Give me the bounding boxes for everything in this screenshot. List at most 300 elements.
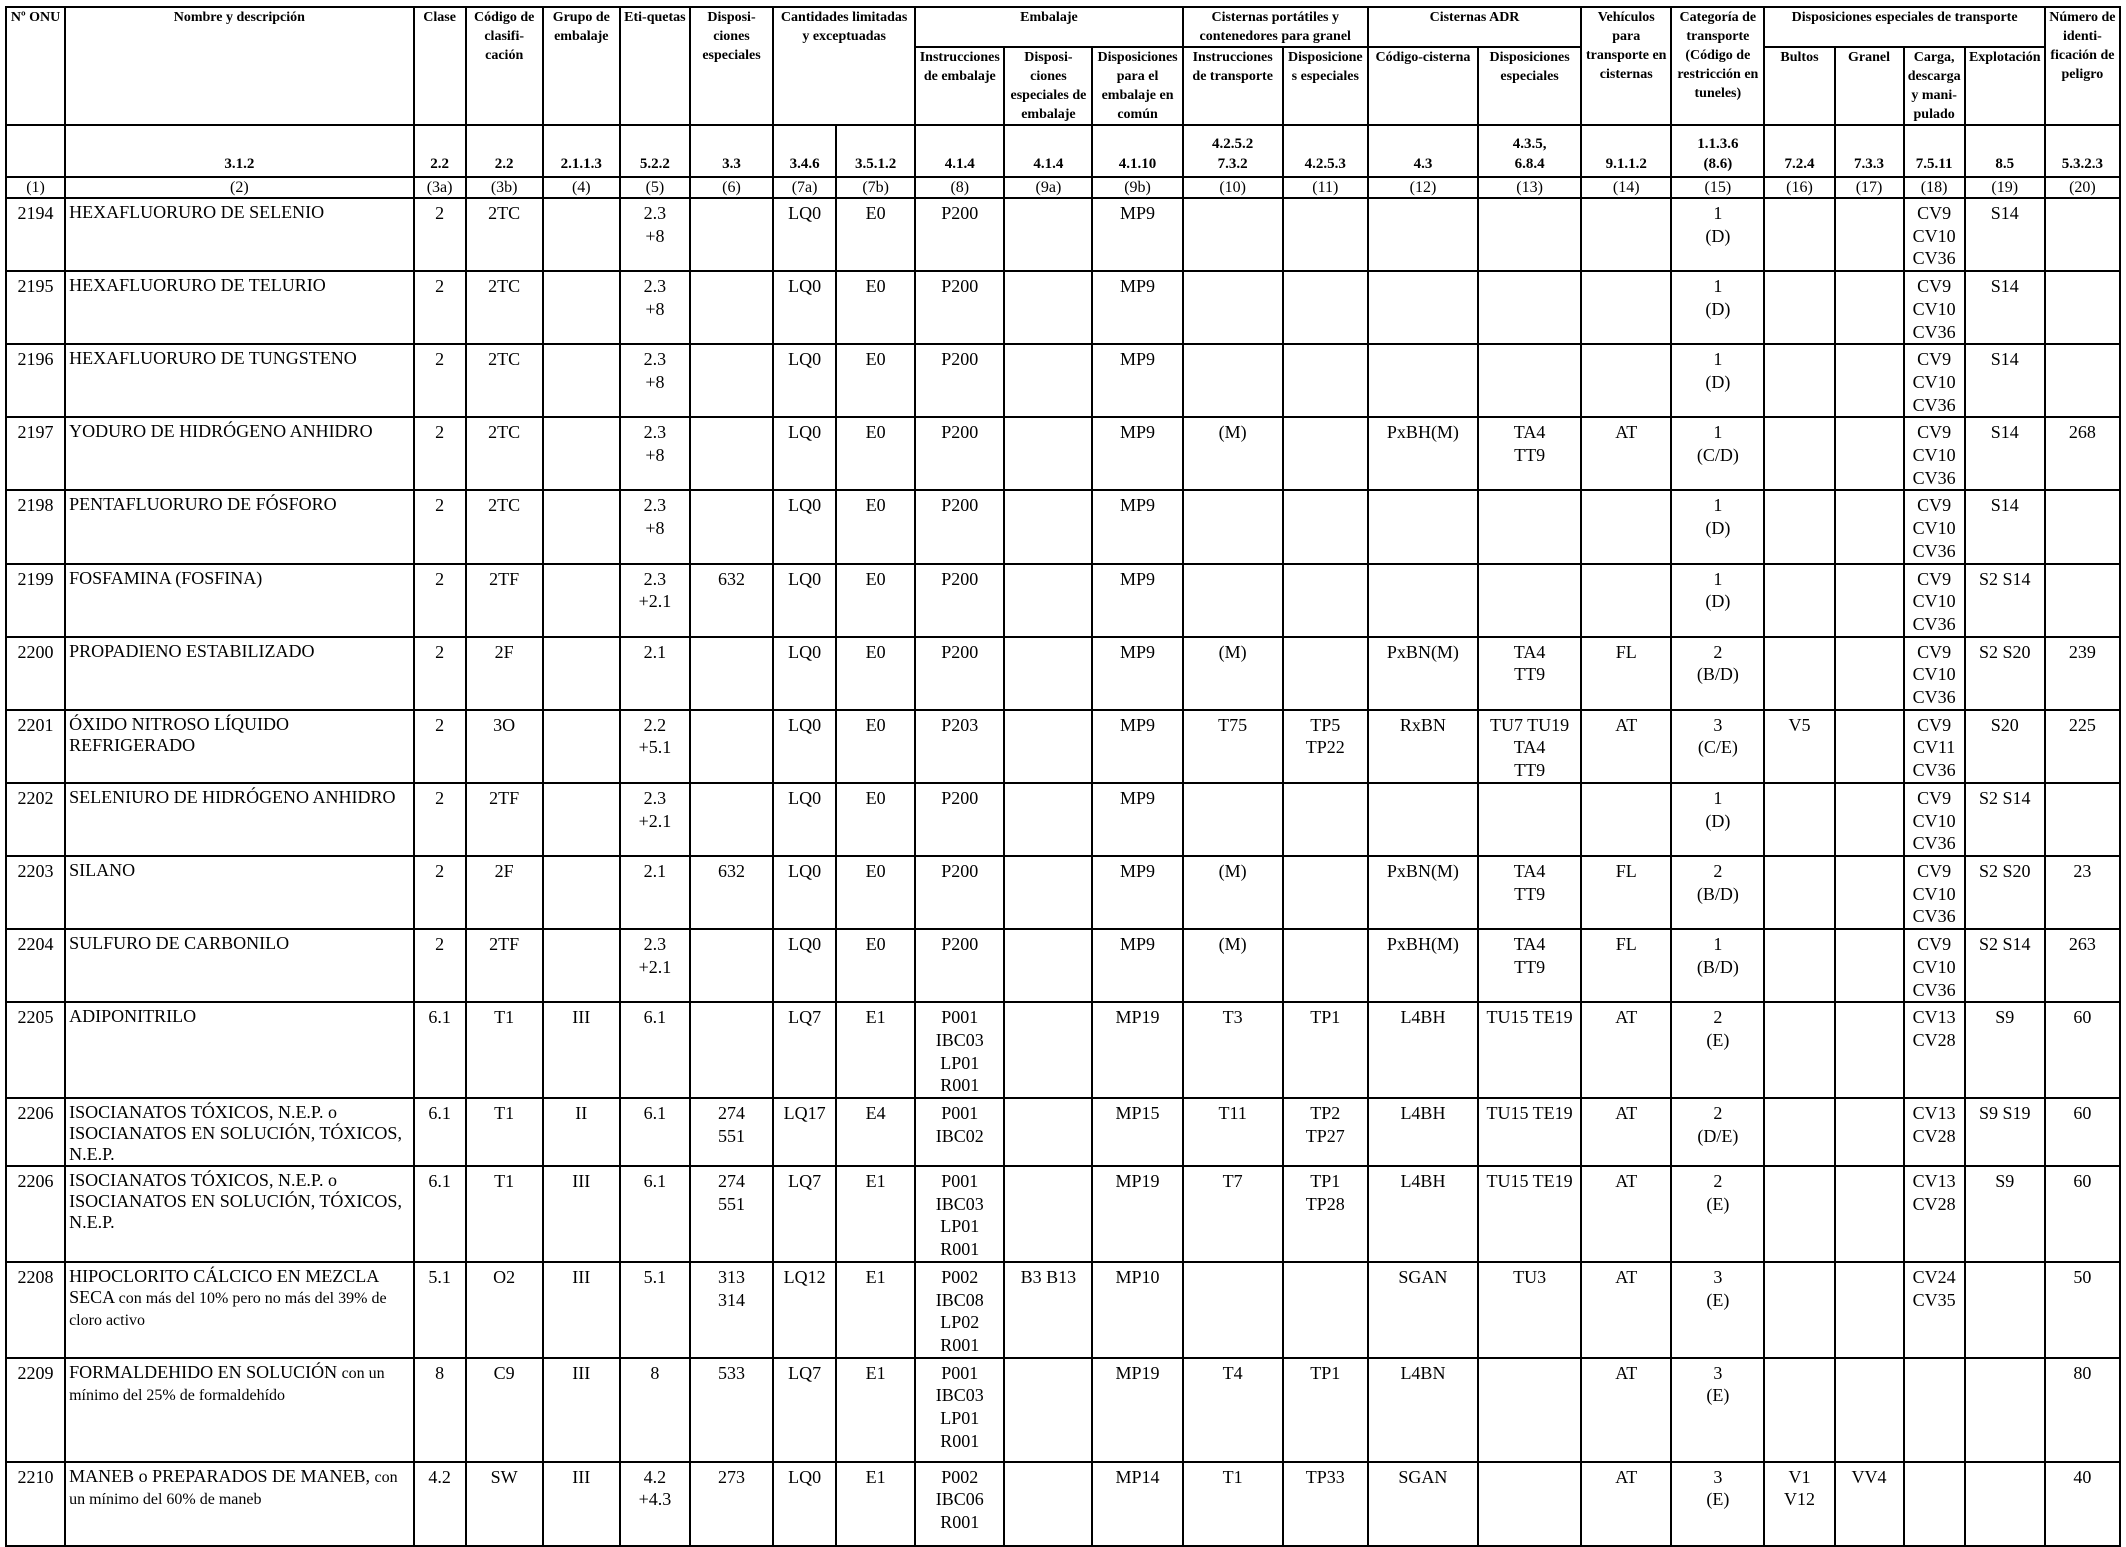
cell-line: (E) (1706, 1385, 1730, 1406)
packing-group-cell (543, 417, 620, 490)
bulk-cell (1835, 929, 1904, 1002)
cell-line: 2 (1713, 860, 1723, 881)
cell-line: V5 (1788, 714, 1811, 735)
classification-code-cell: 2TC (466, 198, 543, 271)
packing-special-cell (1004, 856, 1092, 929)
excepted-quantity-cell: E4 (836, 1098, 915, 1166)
tank-vehicle-cell (1581, 344, 1671, 417)
portable-special-cell (1283, 1462, 1368, 1546)
cell-line: TP1 (1310, 1171, 1341, 1192)
class-cell: 2 (414, 856, 466, 929)
header-tank-special: Disposiciones especiales (1478, 47, 1581, 125)
cell-line: (E) (1706, 1289, 1730, 1310)
substance-name-cell (65, 637, 413, 710)
packing-special-cell (1004, 1462, 1092, 1546)
special-provisions-cell (690, 1262, 773, 1358)
labels-cell (620, 1002, 690, 1098)
transport-category-cell (1671, 564, 1764, 637)
transport-category-cell (1671, 1166, 1764, 1262)
loading-handling-cell (1904, 344, 1965, 417)
classification-code-cell: C9 (466, 1358, 543, 1462)
mixed-packing-cell: MP9 (1092, 417, 1182, 490)
packing-group-cell: III (543, 1462, 620, 1546)
portable-instructions-cell (1183, 564, 1283, 637)
mixed-packing-cell: MP9 (1092, 783, 1182, 856)
portable-instructions-cell: T1 (1183, 1462, 1283, 1546)
packages-cell (1764, 198, 1834, 271)
substance-description: con un mínimo del 25% de formaldehído (69, 1364, 385, 1404)
packing-special-cell (1004, 783, 1092, 856)
limited-quantity-cell: LQ0 (773, 490, 836, 563)
portable-instructions-cell (1183, 490, 1283, 563)
packing-special-cell (1004, 929, 1092, 1002)
cell-line: CV13 (1912, 1007, 1956, 1028)
transport-category-cell (1671, 271, 1764, 344)
column-number: (2) (65, 177, 413, 198)
excepted-quantity-cell: E0 (836, 198, 915, 271)
operation-cell: S14 (1965, 271, 2045, 344)
excepted-quantity-cell: E1 (836, 1002, 915, 1098)
special-provisions-cell (690, 344, 773, 417)
packing-special-cell (1004, 710, 1092, 783)
cell-line: P200 (941, 422, 979, 443)
cell-line: CV10 (1912, 298, 1956, 319)
limited-quantity-cell: LQ12 (773, 1262, 836, 1358)
labels-cell (620, 1462, 690, 1546)
tank-code-cell (1368, 344, 1478, 417)
column-reference: 2.2 (466, 125, 543, 177)
limited-quantity-cell: LQ0 (773, 344, 836, 417)
portable-instructions-cell (1183, 271, 1283, 344)
packages-cell (1764, 344, 1834, 417)
cell-line: CV9 (1917, 349, 1952, 370)
column-reference: 4.1.10 (1092, 125, 1182, 177)
cell-line: +8 (645, 225, 665, 246)
tank-vehicle-cell (1581, 490, 1671, 563)
cell-line: P203 (941, 714, 979, 735)
operation-cell: S9 (1965, 1002, 2045, 1098)
operation-cell: S2 S20 (1965, 637, 2045, 710)
cell-line: TU15 TE19 (1486, 1171, 1573, 1192)
tank-code-cell: L4BH (1368, 1098, 1478, 1166)
special-provisions-cell (690, 417, 773, 490)
packing-special-cell (1004, 1166, 1092, 1262)
substance-name: SULFURO DE CARBONILO (69, 933, 290, 954)
column-number: (6) (690, 177, 773, 198)
header-tank-vehicles: Vehículos para transporte en cisternas (1581, 7, 1671, 125)
portable-instructions-cell (1183, 1262, 1283, 1358)
portable-special-cell (1283, 1002, 1368, 1098)
mixed-packing-cell: MP9 (1092, 198, 1182, 271)
portable-special-cell (1283, 564, 1368, 637)
excepted-quantity-cell: E0 (836, 856, 915, 929)
substance-name-cell (65, 1166, 413, 1262)
cell-line: TP28 (1305, 1193, 1345, 1214)
transport-category-cell (1671, 929, 1764, 1002)
cell-line: IBC08 (935, 1289, 984, 1310)
cell-line: TT9 (1514, 760, 1546, 781)
bulk-cell (1835, 856, 1904, 929)
cell-line: CV9 (1917, 422, 1952, 443)
cell-line: CV28 (1912, 1029, 1956, 1050)
substance-name-cell (65, 783, 413, 856)
header-tank-code: Código-cisterna (1368, 47, 1478, 125)
packing-instructions-cell (915, 1262, 1004, 1358)
portable-instructions-cell: T4 (1183, 1358, 1283, 1462)
cell-line: 2.3 (643, 422, 667, 443)
transport-category-cell (1671, 783, 1764, 856)
limited-quantity-cell: LQ0 (773, 637, 836, 710)
special-provisions-cell (690, 271, 773, 344)
cell-line: 2 (1713, 1007, 1723, 1028)
operation-cell: S9 (1965, 1166, 2045, 1262)
hazard-id-cell: 268 (2045, 417, 2120, 490)
labels-cell (620, 783, 690, 856)
table-row (6, 1002, 2120, 1098)
substance-name: ÓXIDO NITROSO LÍQUIDO REFRIGERADO (69, 713, 290, 755)
cell-line: LP02 (940, 1312, 980, 1333)
cell-line: 2.1 (643, 641, 667, 662)
portable-special-cell (1283, 1166, 1368, 1262)
substance-description: con un mínimo del 60% de maneb (69, 1468, 398, 1508)
substance-name: SILANO (69, 859, 136, 880)
packages-cell (1764, 1002, 1834, 1098)
packing-instructions-cell (915, 1462, 1004, 1546)
column-number: (15) (1671, 177, 1764, 198)
bulk-cell (1835, 344, 1904, 417)
excepted-quantity-cell: E1 (836, 1462, 915, 1546)
header-bulk: Granel (1835, 47, 1904, 125)
mixed-packing-cell: MP19 (1092, 1358, 1182, 1462)
packing-group-cell (543, 929, 620, 1002)
cell-line: CV13 (1912, 1171, 1956, 1192)
cell-line: CV36 (1912, 321, 1956, 342)
class-cell: 6.1 (414, 1166, 466, 1262)
substance-name: ISOCIANATOS TÓXICOS, N.E.P. o ISOCIANATOS EN SOLUCIÓN, TÓXICOS, N.E.P. (69, 1102, 402, 1165)
column-number: (5) (620, 177, 690, 198)
bulk-cell (1835, 564, 1904, 637)
loading-handling-cell (1904, 564, 1965, 637)
substance-name: HIPOCLORITO CÁLCICO EN MEZCLA SECA (69, 1265, 379, 1307)
cell-line: 632 (717, 568, 745, 589)
cell-line: CV9 (1917, 714, 1952, 735)
bulk-cell (1835, 783, 1904, 856)
bulk-cell (1835, 271, 1904, 344)
table-row (6, 783, 2120, 856)
column-reference: 3.4.6 (773, 125, 836, 177)
cell-line: 314 (717, 1289, 745, 1310)
cell-line: (E) (1706, 1193, 1730, 1214)
class-cell: 2 (414, 637, 466, 710)
column-number: (8) (915, 177, 1004, 198)
column-reference: 3.3 (690, 125, 773, 177)
tank-special-cell (1478, 1262, 1581, 1358)
tank-special-cell (1478, 710, 1581, 783)
labels-cell (620, 198, 690, 271)
substance-name-cell (65, 1262, 413, 1358)
limited-quantity-cell: LQ0 (773, 856, 836, 929)
table-row (6, 1166, 2120, 1262)
un-number-cell: 2195 (6, 271, 65, 344)
header-packing-instructions: Instrucciones de embalaje (915, 47, 1004, 125)
cell-line: +2.1 (638, 956, 672, 977)
operation-cell: S14 (1965, 198, 2045, 271)
cell-line: +8 (645, 445, 665, 466)
un-number-cell: 2209 (6, 1358, 65, 1462)
portable-instructions-cell: T7 (1183, 1166, 1283, 1262)
tank-code-cell (1368, 783, 1478, 856)
portable-instructions-cell: T11 (1183, 1098, 1283, 1166)
cell-line: +5.1 (638, 737, 672, 758)
substance-name: ISOCIANATOS TÓXICOS, N.E.P. o ISOCIANATOS EN SOLUCIÓN, TÓXICOS, N.E.P. (69, 1170, 402, 1233)
mixed-packing-cell: MP14 (1092, 1462, 1182, 1546)
cell-line: (E) (1706, 1489, 1730, 1510)
tank-special-cell (1478, 198, 1581, 271)
cell-line: CV9 (1917, 276, 1952, 297)
portable-instructions-cell: T3 (1183, 1002, 1283, 1098)
tank-vehicle-cell: AT (1581, 1462, 1671, 1546)
packing-group-cell: II (543, 1098, 620, 1166)
table-row (6, 929, 2120, 1002)
special-provisions-cell (690, 856, 773, 929)
loading-handling-cell (1904, 929, 1965, 1002)
un-number-cell: 2200 (6, 637, 65, 710)
header-name: Nombre y descripción (65, 7, 413, 125)
cell-line: CV28 (1912, 1125, 1956, 1146)
cell-line: P002 (941, 1266, 979, 1287)
packages-cell (1764, 1262, 1834, 1358)
cell-line: +4.3 (638, 1489, 672, 1510)
cell-line: R001 (940, 1512, 980, 1533)
un-number-cell: 2206 (6, 1098, 65, 1166)
hazard-id-cell: 50 (2045, 1262, 2120, 1358)
cell-line: 273 (717, 1466, 745, 1487)
transport-category-cell (1671, 1002, 1764, 1098)
table-row (6, 344, 2120, 417)
mixed-packing-cell: MP19 (1092, 1002, 1182, 1098)
cell-line: CV36 (1912, 687, 1956, 708)
class-cell: 2 (414, 344, 466, 417)
labels-cell (620, 637, 690, 710)
tank-special-cell (1478, 564, 1581, 637)
transport-category-cell (1671, 710, 1764, 783)
packages-cell (1764, 417, 1834, 490)
reference-row (6, 125, 2120, 177)
header-labels: Eti-quetas (620, 7, 690, 125)
cell-line: CV10 (1912, 371, 1956, 392)
mixed-packing-cell: MP15 (1092, 1098, 1182, 1166)
header-portable-special: Disposicione s especiales (1283, 47, 1368, 125)
cell-line: (D) (1705, 518, 1731, 539)
cell-line: (C/E) (1697, 737, 1738, 758)
substance-name: PROPADIENO ESTABILIZADO (69, 640, 315, 661)
cell-line: IBC06 (935, 1489, 984, 1510)
cell-line: CV10 (1912, 664, 1956, 685)
packing-group-cell: III (543, 1166, 620, 1262)
cell-line: 2.3 (643, 568, 667, 589)
cell-line: P200 (941, 495, 979, 516)
portable-instructions-cell (1183, 344, 1283, 417)
cell-line: CV36 (1912, 906, 1956, 927)
column-number: (7a) (773, 177, 836, 198)
special-provisions-cell (690, 1098, 773, 1166)
cell-line: TT9 (1514, 445, 1546, 466)
hazard-id-cell: 263 (2045, 929, 2120, 1002)
mixed-packing-cell: MP19 (1092, 1166, 1182, 1262)
adr-dangerous-goods-table (5, 6, 2121, 1547)
table-row (6, 564, 2120, 637)
limited-quantity-cell: LQ0 (773, 417, 836, 490)
cell-line: (B/D) (1696, 664, 1739, 685)
header-hazard-id: Número de identi-ficación de peligro (2045, 7, 2120, 125)
portable-special-cell (1283, 1098, 1368, 1166)
table-row (6, 271, 2120, 344)
loading-handling-cell (1904, 1462, 1965, 1546)
bulk-cell: VV4 (1835, 1462, 1904, 1546)
cell-line: 2.1 (643, 860, 667, 881)
class-cell: 2 (414, 271, 466, 344)
cell-line: CV9 (1917, 203, 1952, 223)
cell-line: 6.1 (643, 1103, 667, 1124)
packing-group-cell: III (543, 1358, 620, 1462)
un-number-cell: 2204 (6, 929, 65, 1002)
header-transport-category: Categoría de transporte (Código de restricción en tuneles) (1671, 7, 1764, 125)
bulk-cell (1835, 1358, 1904, 1462)
packing-special-cell (1004, 637, 1092, 710)
cell-line: P001 (941, 1103, 979, 1124)
column-reference: 4.2.5.3 (1283, 125, 1368, 177)
cell-line: 2.3 (643, 203, 667, 223)
packing-instructions-cell (915, 637, 1004, 710)
excepted-quantity-cell: E0 (836, 271, 915, 344)
hazard-id-cell (2045, 490, 2120, 563)
table-row (6, 417, 2120, 490)
cell-line: CV24 (1912, 1266, 1956, 1287)
cell-line: 1 (1713, 495, 1723, 516)
cell-line: P200 (941, 641, 979, 662)
column-number: (19) (1965, 177, 2045, 198)
cell-line: CV36 (1912, 613, 1956, 634)
cell-line: TA4 (1513, 422, 1546, 443)
packing-instructions-cell (915, 1002, 1004, 1098)
classification-code-cell: 2TF (466, 929, 543, 1002)
table-row (6, 1462, 2120, 1546)
hazard-id-cell: 80 (2045, 1358, 2120, 1462)
cell-line: 2.3 (643, 787, 667, 808)
packages-cell (1764, 490, 1834, 563)
cell-line: TP2 (1310, 1103, 1341, 1124)
cell-line: 4.2 (643, 1466, 667, 1487)
classification-code-cell: 2F (466, 856, 543, 929)
cell-line: TP22 (1305, 737, 1345, 758)
special-provisions-cell (690, 783, 773, 856)
labels-cell (620, 344, 690, 417)
cell-line: TA4 (1513, 641, 1546, 662)
cell-line: 2.3 (643, 495, 667, 516)
cell-line: CV10 (1912, 225, 1956, 246)
packing-group-cell (543, 564, 620, 637)
tank-vehicle-cell (1581, 783, 1671, 856)
header-portable-instructions: Instrucciones de transporte (1183, 47, 1283, 125)
cell-line: CV35 (1912, 1289, 1956, 1310)
cell-line: P200 (941, 276, 979, 297)
excepted-quantity-cell: E0 (836, 929, 915, 1002)
substance-name-cell (65, 198, 413, 271)
excepted-quantity-cell: E1 (836, 1166, 915, 1262)
tank-vehicle-cell: AT (1581, 710, 1671, 783)
cell-line: CV36 (1912, 394, 1956, 415)
cell-line: TA4 (1513, 737, 1546, 758)
limited-quantity-cell: LQ7 (773, 1358, 836, 1462)
bulk-cell (1835, 198, 1904, 271)
cell-line: IBC03 (935, 1385, 984, 1406)
packages-cell (1764, 1098, 1834, 1166)
cell-line: +8 (645, 298, 665, 319)
tank-special-cell (1478, 417, 1581, 490)
cell-line: LP01 (940, 1216, 980, 1237)
packing-special-cell (1004, 564, 1092, 637)
portable-special-cell (1283, 1262, 1368, 1358)
cell-line: (D) (1705, 298, 1731, 319)
bulk-cell (1835, 490, 1904, 563)
classification-code-cell: T1 (466, 1002, 543, 1098)
limited-quantity-cell: LQ7 (773, 1002, 836, 1098)
portable-instructions-cell: (M) (1183, 637, 1283, 710)
cell-line: TA4 (1513, 860, 1546, 881)
column-number: (9b) (1092, 177, 1182, 198)
portable-instructions-cell: (M) (1183, 417, 1283, 490)
hazard-id-cell (2045, 344, 2120, 417)
cell-line: P001 (941, 1362, 979, 1383)
cell-line: P200 (941, 787, 979, 808)
operation-cell: S2 S20 (1965, 856, 2045, 929)
packing-instructions-cell (915, 1358, 1004, 1462)
limited-quantity-cell: LQ0 (773, 929, 836, 1002)
cell-line: CV36 (1912, 467, 1956, 488)
cell-line: CV10 (1912, 518, 1956, 539)
packing-special-cell (1004, 1002, 1092, 1098)
packing-group-cell: III (543, 1002, 620, 1098)
tank-vehicle-cell: AT (1581, 1098, 1671, 1166)
class-cell: 5.1 (414, 1262, 466, 1358)
tank-special-cell (1478, 1002, 1581, 1098)
cell-line: 1 (1713, 203, 1723, 223)
loading-handling-cell (1904, 1166, 1965, 1262)
class-cell: 2 (414, 710, 466, 783)
loading-handling-cell (1904, 710, 1965, 783)
loading-handling-cell (1904, 1262, 1965, 1358)
packing-instructions-cell (915, 710, 1004, 783)
table-row (6, 1262, 2120, 1358)
packages-cell (1764, 710, 1834, 783)
tank-vehicle-cell: FL (1581, 856, 1671, 929)
tank-special-cell (1478, 271, 1581, 344)
excepted-quantity-cell: E1 (836, 1358, 915, 1462)
tank-vehicle-cell: AT (1581, 1002, 1671, 1098)
un-number-cell: 2208 (6, 1262, 65, 1358)
loading-handling-cell (1904, 490, 1965, 563)
portable-instructions-cell: (M) (1183, 856, 1283, 929)
cell-line: CV11 (1912, 737, 1956, 758)
cell-line: IBC03 (935, 1029, 984, 1050)
class-cell: 2 (414, 198, 466, 271)
limited-quantity-cell: LQ7 (773, 1166, 836, 1262)
column-number: (3b) (466, 177, 543, 198)
cell-line: IBC02 (935, 1125, 984, 1146)
labels-cell (620, 1358, 690, 1462)
class-cell: 2 (414, 929, 466, 1002)
header-special-provisions: Disposi-ciones especiales (690, 7, 773, 125)
